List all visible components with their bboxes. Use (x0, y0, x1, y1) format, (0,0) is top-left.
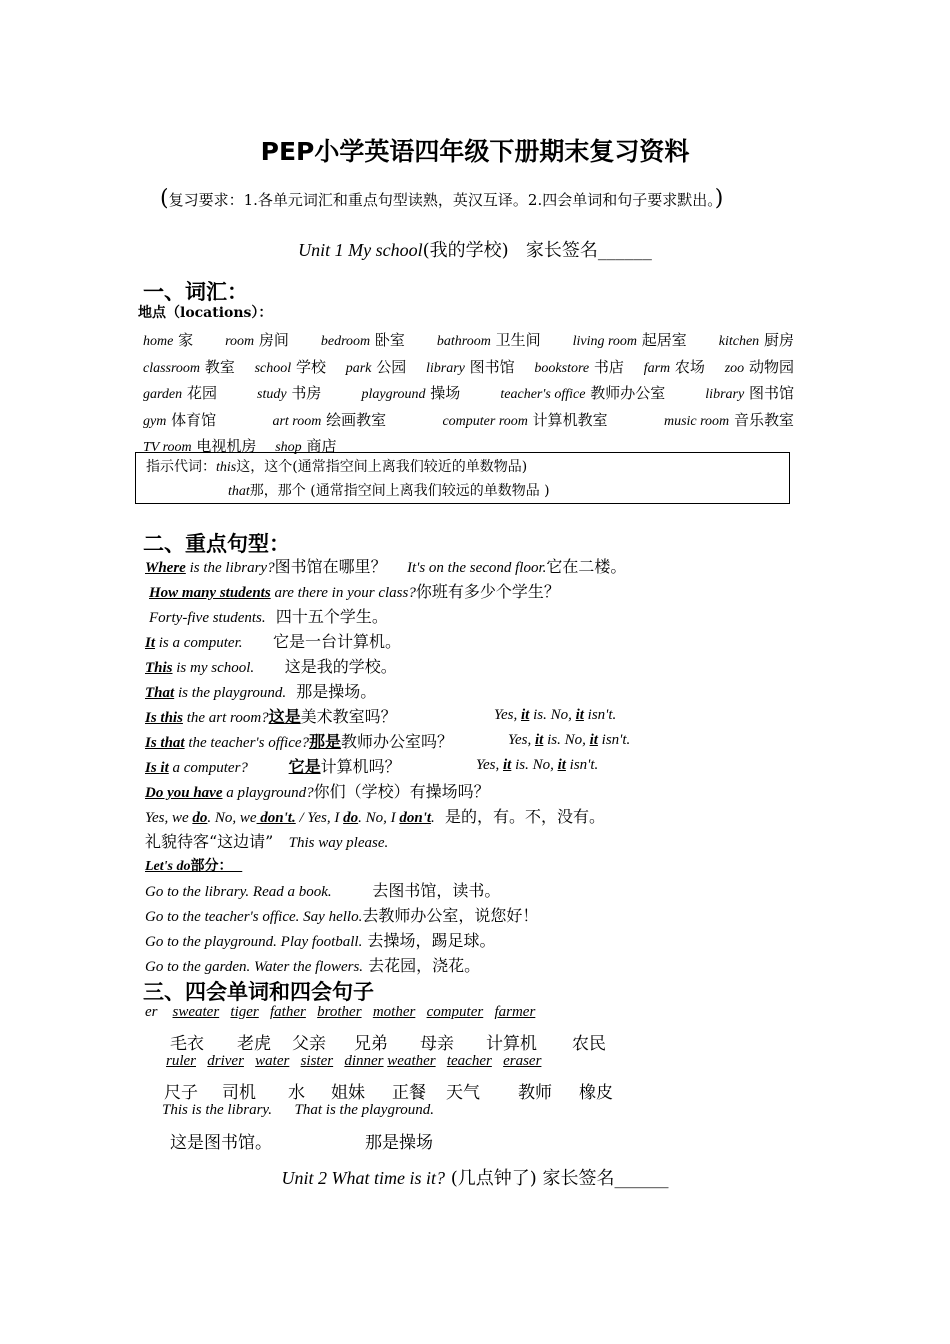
vocab-en: playground (361, 387, 426, 402)
vocab-en: art room (272, 413, 322, 429)
keyword: Is this (145, 710, 183, 726)
vocab-cn: 音乐教室 (733, 410, 794, 429)
letsdo-en: Go to the playground. Play football. (145, 934, 363, 950)
sentence-en: is a computer. (155, 635, 243, 651)
keyword: Is it (145, 760, 169, 776)
vocab-cn: 动物园 (748, 357, 794, 376)
vocab-list (143, 328, 808, 461)
vocab-cn: 电视机房 (196, 437, 257, 455)
sentence-en: a playground? (222, 785, 314, 801)
sentence-cn: 它是一台计算机。 (273, 632, 402, 651)
sentence-line (145, 629, 401, 652)
unit2-heading (0, 1164, 950, 1190)
four-word: eraser (503, 1053, 542, 1069)
section2-heading: 二、重点句型： (143, 532, 290, 556)
vocab-item (644, 355, 705, 382)
word-cn: 母亲 (420, 1034, 454, 1054)
answer-keyword: it (575, 707, 584, 723)
word-cn: 毛衣 (170, 1034, 204, 1054)
answer-part: Yes, (476, 757, 503, 773)
answer-part: . No, we (207, 810, 257, 826)
sentence-cn: 这是图书馆。 (170, 1133, 272, 1153)
sentence-line (149, 604, 388, 627)
sentence-cn: 教师办公室吗？ (341, 732, 454, 751)
answer-keyword: do (343, 810, 359, 826)
word-cn: 水 (288, 1083, 305, 1103)
four-words-row1-cn (0, 1029, 950, 1053)
word-cn: 计算机 (486, 1034, 537, 1054)
vocab-cn: 书店 (593, 357, 624, 376)
keyword-cn: 那是 (309, 732, 342, 751)
sentence-line (145, 804, 605, 827)
letsdo-en: Go to the garden. Water the flowers. (145, 959, 364, 975)
letsdo-heading (145, 855, 242, 875)
word-cn: 橡皮 (579, 1083, 613, 1103)
demonstrative-that (228, 480, 550, 500)
vocab-item (426, 355, 515, 382)
vocab-cn: 起居室 (641, 331, 687, 349)
vocab-item (573, 328, 687, 355)
letsdo-en: Go to the library. Read a book. (145, 884, 332, 900)
four-sentence: This is the library. (162, 1102, 273, 1118)
four-word: weather (387, 1053, 436, 1069)
vocab-item (664, 408, 794, 435)
vocab-cn: 计算机教室 (532, 410, 608, 429)
vocab-item (361, 381, 460, 408)
answer-part: isn't. (565, 757, 599, 773)
letsdo-cn: 去图书馆，读书。 (372, 881, 501, 900)
vocab-en: bedroom (320, 334, 371, 349)
unit2-title-cn: (几点钟了) (450, 1168, 537, 1189)
answer-part: . (431, 810, 435, 826)
vocab-item (437, 328, 541, 355)
demonstrative-box (135, 452, 790, 504)
locations-subheading: 地点（locations）： (138, 305, 273, 321)
vocab-en: shop (275, 440, 302, 455)
letsdo-cn: 去操场，踢足球。 (367, 931, 496, 950)
answer-en: It's on the second floor. (406, 560, 547, 576)
vocab-item (705, 381, 794, 408)
document-title: PEP小学英语四年级下册期末复习资料 (260, 137, 690, 166)
four-word: teacher (446, 1053, 492, 1069)
letsdo-line (145, 903, 538, 926)
sentence-line (145, 829, 388, 852)
vocab-cn: 厨房 (763, 331, 794, 349)
word-cn: 兄弟 (354, 1034, 388, 1054)
vocab-cn: 卫生间 (495, 331, 541, 349)
four-word: brother (317, 1004, 362, 1020)
vocab-item (719, 328, 794, 355)
unit2-title-en: Unit 2 What time is it? (281, 1168, 445, 1188)
vocab-item (143, 408, 216, 435)
keyword: Where (145, 560, 186, 576)
vocab-cn: 卧室 (374, 331, 405, 349)
vocab-cn: 公园 (376, 357, 407, 376)
vocab-en: home (143, 334, 174, 349)
word-cn: 教师 (518, 1083, 552, 1103)
four-word: mother (372, 1004, 416, 1020)
four-sentences-cn (0, 1128, 950, 1152)
unit1-heading (0, 236, 950, 262)
vocab-en: zoo (724, 360, 745, 376)
word-cn: 农民 (572, 1034, 606, 1054)
sentence-en: the art room? (182, 710, 269, 726)
vocab-cn: 花园 (186, 384, 217, 402)
four-word: ruler (166, 1053, 196, 1069)
word-cn: 老虎 (237, 1034, 271, 1054)
that-word: that (228, 484, 250, 499)
sentence-line (145, 729, 453, 752)
review-requirement (160, 186, 723, 211)
answer-part: isn't. (597, 732, 631, 748)
vocab-cn: 家 (178, 331, 194, 349)
four-word: sweater (172, 1004, 220, 1020)
that-meaning: 那，那个 (通常指空间上离我们较远的单数物品 ) (249, 483, 550, 499)
vocab-cn: 商店 (306, 437, 337, 455)
answer-part: . No, I (358, 810, 400, 826)
answer-keyword: don't (399, 810, 432, 826)
answer-keyword: don't. (256, 810, 296, 826)
keyword: This (145, 660, 173, 676)
answer-part: Yes, we (145, 810, 193, 826)
answer-keyword: it (520, 707, 530, 723)
vocab-en: farm (643, 360, 671, 376)
vocab-item (500, 381, 665, 408)
vocab-item (143, 381, 217, 408)
section3-heading: 三、四会单词和四会句子 (143, 980, 374, 1004)
word-cn: 司机 (222, 1083, 256, 1103)
keyword: How many students (149, 585, 271, 601)
vocab-cn: 学校 (295, 357, 326, 376)
sentence-cn: 你班有多少个学生？ (415, 582, 560, 601)
sentence-cn: 这是我的学校。 (284, 657, 397, 676)
sentence-en: is the playground. (174, 685, 287, 701)
open-paren: ( (160, 186, 169, 211)
demonstrative-this (146, 456, 527, 476)
answer-line (476, 754, 598, 774)
answer-part: Yes, (508, 732, 535, 748)
four-words-row1 (145, 1004, 535, 1021)
vocab-item (255, 355, 326, 382)
vocab-item (346, 355, 406, 382)
word-cn: 姐妹 (331, 1083, 365, 1103)
vocab-cn: 教师办公室 (590, 384, 666, 402)
vocab-en: park (345, 360, 372, 376)
vocab-en: bookstore (534, 360, 590, 376)
vocab-item (442, 408, 607, 435)
vocab-item (534, 355, 624, 382)
vocab-item (272, 408, 386, 435)
sentence-cn: 那是操场 (365, 1133, 433, 1153)
requirement-text: 复习要求：1.各单元词汇和重点句型读熟，英汉互译。2.四会单词和句子要求默出。 (168, 191, 715, 209)
vocab-en: music room (663, 413, 730, 429)
answer-part: is. No, (529, 707, 576, 723)
four-words-row2 (166, 1053, 541, 1070)
four-word: sister (300, 1053, 334, 1069)
four-word: computer (426, 1004, 484, 1020)
word-cn: 天气 (446, 1083, 480, 1103)
vocab-en: library (425, 360, 465, 376)
vocab-cn: 房间 (258, 331, 289, 349)
answer-keyword: it (534, 732, 544, 748)
sentence-cn: 是的，有。不，没有。 (444, 807, 605, 826)
letsdo-label: 部分： (190, 858, 233, 874)
answer-line (508, 729, 630, 749)
four-word: dinner (344, 1053, 384, 1069)
vocab-item (321, 328, 405, 355)
word-cn: 父亲 (292, 1034, 326, 1054)
sentence-line (145, 779, 490, 802)
letsdo-line (145, 878, 500, 901)
four-word: tiger (230, 1004, 259, 1020)
keyword: It (145, 635, 156, 651)
sentence-en: the teacher's office? (184, 735, 310, 751)
sentence-en: a computer? (168, 760, 248, 776)
letsdo-cn: 去教师办公室，说您好！ (362, 906, 539, 925)
section1-heading: 一、词汇： (143, 280, 248, 304)
keyword: Is that (145, 735, 185, 751)
sentence-line (145, 704, 397, 727)
vocab-en: study (257, 387, 287, 402)
answer-part: / Yes, I (295, 810, 344, 826)
answer-keyword: it (589, 732, 598, 748)
answer-part: isn't. (583, 707, 617, 723)
sentence-line (145, 654, 397, 677)
sentence-cn: 你们（学校）有操场吗？ (313, 782, 490, 801)
answer-keyword: it (557, 757, 566, 773)
sentence-en: are there in your class? (270, 585, 416, 601)
answer-line (494, 704, 616, 724)
vocab-cn: 绘画教室 (326, 410, 387, 429)
vocab-item (143, 355, 235, 382)
vocab-item (225, 328, 289, 355)
unit1-title-en: Unit 1 My school (298, 240, 423, 260)
letsdo-line (145, 928, 495, 951)
vocab-cn: 教室 (204, 357, 235, 376)
vocab-item (143, 328, 193, 355)
sentence-en: This way please. (288, 835, 389, 851)
keyword-cn: 它是 (288, 757, 321, 776)
vocab-en: room (225, 334, 255, 349)
vocab-item (257, 381, 321, 408)
four-words-row2-cn (0, 1078, 950, 1102)
vocab-en: classroom (143, 360, 201, 376)
answer-keyword: it (502, 757, 512, 773)
vocab-cn: 农场 (674, 357, 705, 376)
unit1-title-cn: (我的学校) (422, 240, 509, 261)
letsdo-keyword: Let's do (145, 859, 191, 874)
vocab-en: school (254, 360, 292, 376)
sentence-en: is the library? (185, 560, 275, 576)
answer-keyword: do (192, 810, 208, 826)
vocab-en: bathroom (436, 334, 491, 349)
vocab-cn: 体育馆 (171, 410, 217, 429)
sentence-cn: 计算机吗？ (320, 757, 401, 776)
vocab-cn: 图书馆 (748, 384, 794, 402)
letsdo-line (145, 953, 480, 976)
word-cn: 正餐 (392, 1083, 426, 1103)
vocab-en: computer room (442, 413, 528, 429)
letsdo-cn: 去花园，浇花。 (368, 956, 481, 975)
vocab-en: teacher's office (500, 387, 586, 402)
sentence-cn: 美术教室吗？ (300, 707, 397, 726)
vocab-item (725, 355, 794, 382)
four-word: water (255, 1053, 290, 1069)
sentence-en: Forty-five students. (149, 610, 266, 626)
vocab-cn: 操场 (430, 384, 461, 402)
vocab-en: garden (143, 387, 183, 402)
vocab-en: kitchen (718, 334, 760, 349)
this-word: this (216, 460, 237, 475)
sentence-cn: 四十五个学生。 (275, 607, 388, 626)
keyword: That (145, 685, 175, 701)
four-word: father (270, 1004, 306, 1020)
demonstrative-label: 指示代词： (146, 459, 216, 475)
vocab-en: TV room (143, 440, 192, 455)
four-word: farmer (494, 1004, 536, 1020)
unit2-parent-sign: 家长签名______ (542, 1168, 669, 1189)
sentence-en: is my school. (172, 660, 255, 676)
four-sentences-en (162, 1102, 434, 1119)
sentence-line (145, 679, 376, 702)
row-prefix: er (145, 1004, 158, 1020)
vocab-en: gym (143, 413, 167, 429)
four-word: driver (207, 1053, 244, 1069)
keyword: Do you have (145, 785, 223, 801)
answer-part: Yes, (494, 707, 521, 723)
sentence-cn: 礼貌待客“这边请” (145, 832, 274, 851)
vocab-cn: 书房 (291, 384, 322, 402)
four-sentence: That is the playground. (294, 1102, 434, 1118)
sentence-cn: 那是操场。 (296, 682, 377, 701)
unit1-parent-sign: 家长签名______ (525, 240, 652, 261)
answer-part: is. No, (511, 757, 558, 773)
vocab-en: living room (572, 334, 637, 349)
letsdo-en: Go to the teacher's office. Say hello. (145, 909, 363, 925)
answer-cn: 它在二楼。 (546, 557, 627, 576)
sentence-line (145, 754, 401, 777)
close-paren: ) (714, 186, 724, 211)
keyword-cn: 这是 (268, 707, 301, 726)
sentence-line (145, 554, 626, 577)
vocab-cn: 图书馆 (469, 357, 515, 376)
sentence-line (149, 579, 560, 602)
this-meaning: 这，这个(通常指空间上离我们较近的单数物品) (236, 459, 528, 475)
sentence-cn: 图书馆在哪里？ (274, 557, 387, 576)
vocab-en: library (705, 387, 745, 402)
word-cn: 尺子 (164, 1083, 198, 1103)
answer-part: is. No, (543, 732, 590, 748)
